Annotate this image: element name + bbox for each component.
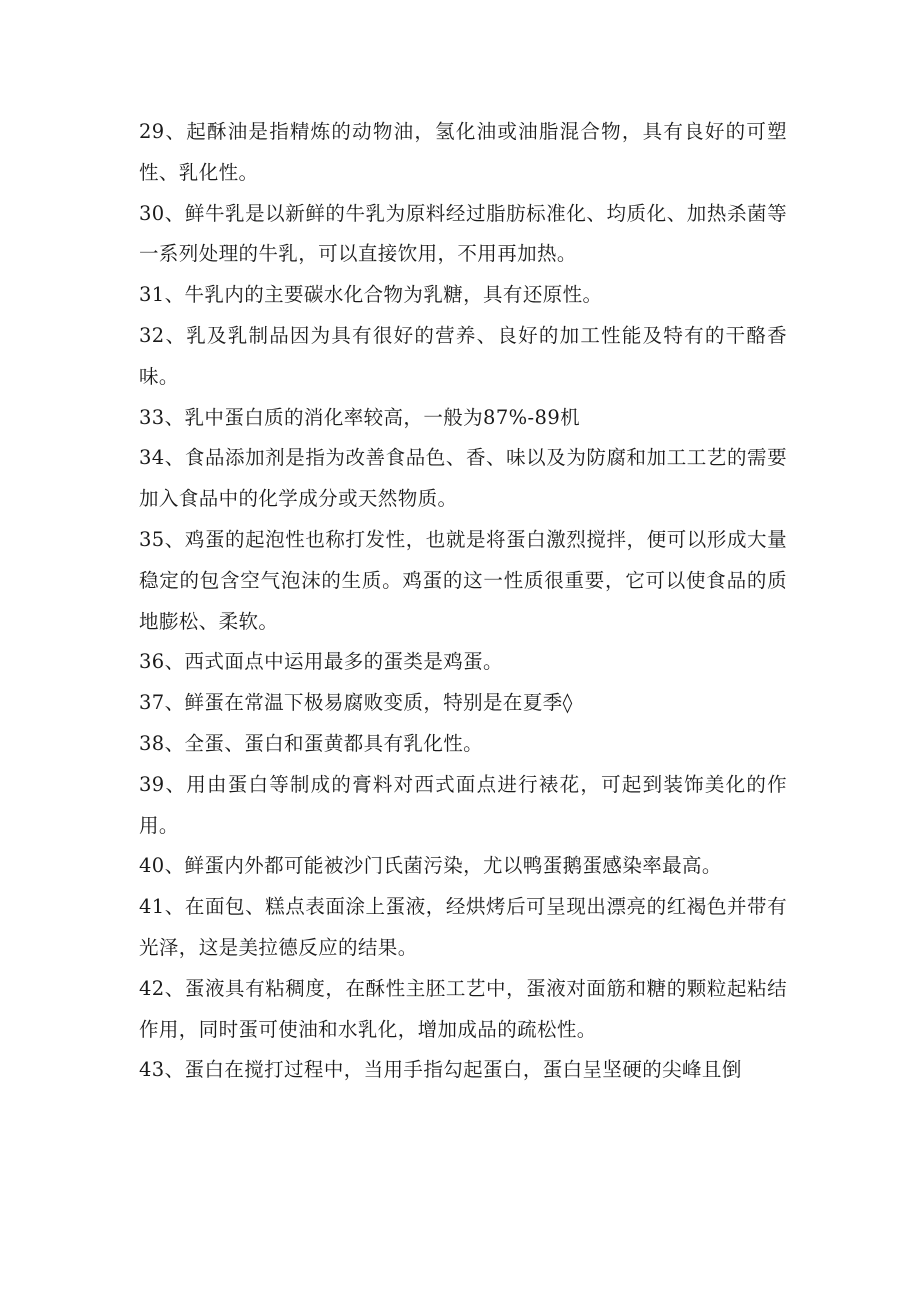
list-item: 33、乳中蛋白质的消化率较高，一般为87%-89机: [139, 405, 581, 429]
list-item: 36、西式面点中运用最多的蛋类是鸡蛋。: [139, 650, 503, 674]
list-item: 37、鲜蛋在常温下极易腐败变质，特别是在夏季◊: [139, 691, 573, 715]
list-item: 31、牛乳内的主要碳水化合物为乳糖，具有还原性。: [139, 283, 603, 307]
list-item: 34、食品添加剂是指为改善食品色、香、味以及为防腐和加工工艺的需要加入食品中的化学成分或天然物质。: [139, 446, 787, 511]
list-item: 41、在面包、糕点表面涂上蛋液，经烘烤后可呈现出漂亮的红褐色并带有光泽，这是美拉德反应的结果。: [139, 895, 787, 959]
list-item: 42、蛋液具有粘稠度，在酥性主胚工艺中，蛋液对面筋和糖的颗粒起粘结作用，同时蛋可使油和水乳化，增加成品的疏松性。: [139, 976, 787, 1041]
list-item: 32、乳及乳制品因为具有很好的营养、良好的加工性能及特有的干酪香味。: [139, 323, 787, 388]
list-item: 40、鲜蛋内外都可能被沙门氏菌污染，尤以鸭蛋鹅蛋感染率最高。: [139, 854, 722, 878]
document-body: [139, 112, 787, 1091]
list-item: 35、鸡蛋的起泡性也称打发性，也就是将蛋白激烈搅拌，便可以形成大量稳定的包含空气泡沫的生质。鸡蛋的这一性质很重要，它可以使食品的质地膨松、柔软。: [139, 527, 787, 633]
list-item: 39、用由蛋白等制成的膏料对西式面点进行裱花，可起到装饰美化的作用。: [139, 772, 787, 837]
list-item: 43、蛋白在搅打过程中，当用手指勾起蛋白，蛋白呈坚硬的尖峰且倒: [139, 1058, 742, 1082]
list-item: 30、鲜牛乳是以新鲜的牛乳为原料经过脂肪标准化、均质化、加热杀菌等一系列处理的牛乳，可以直接饮用，不用再加热。: [139, 201, 787, 266]
list-item: 29、起酥油是指精炼的动物油，氢化油或油脂混合物，具有良好的可塑性、乳化性。: [139, 120, 787, 184]
list-item: 38、全蛋、蛋白和蛋黄都具有乳化性。: [139, 731, 484, 755]
